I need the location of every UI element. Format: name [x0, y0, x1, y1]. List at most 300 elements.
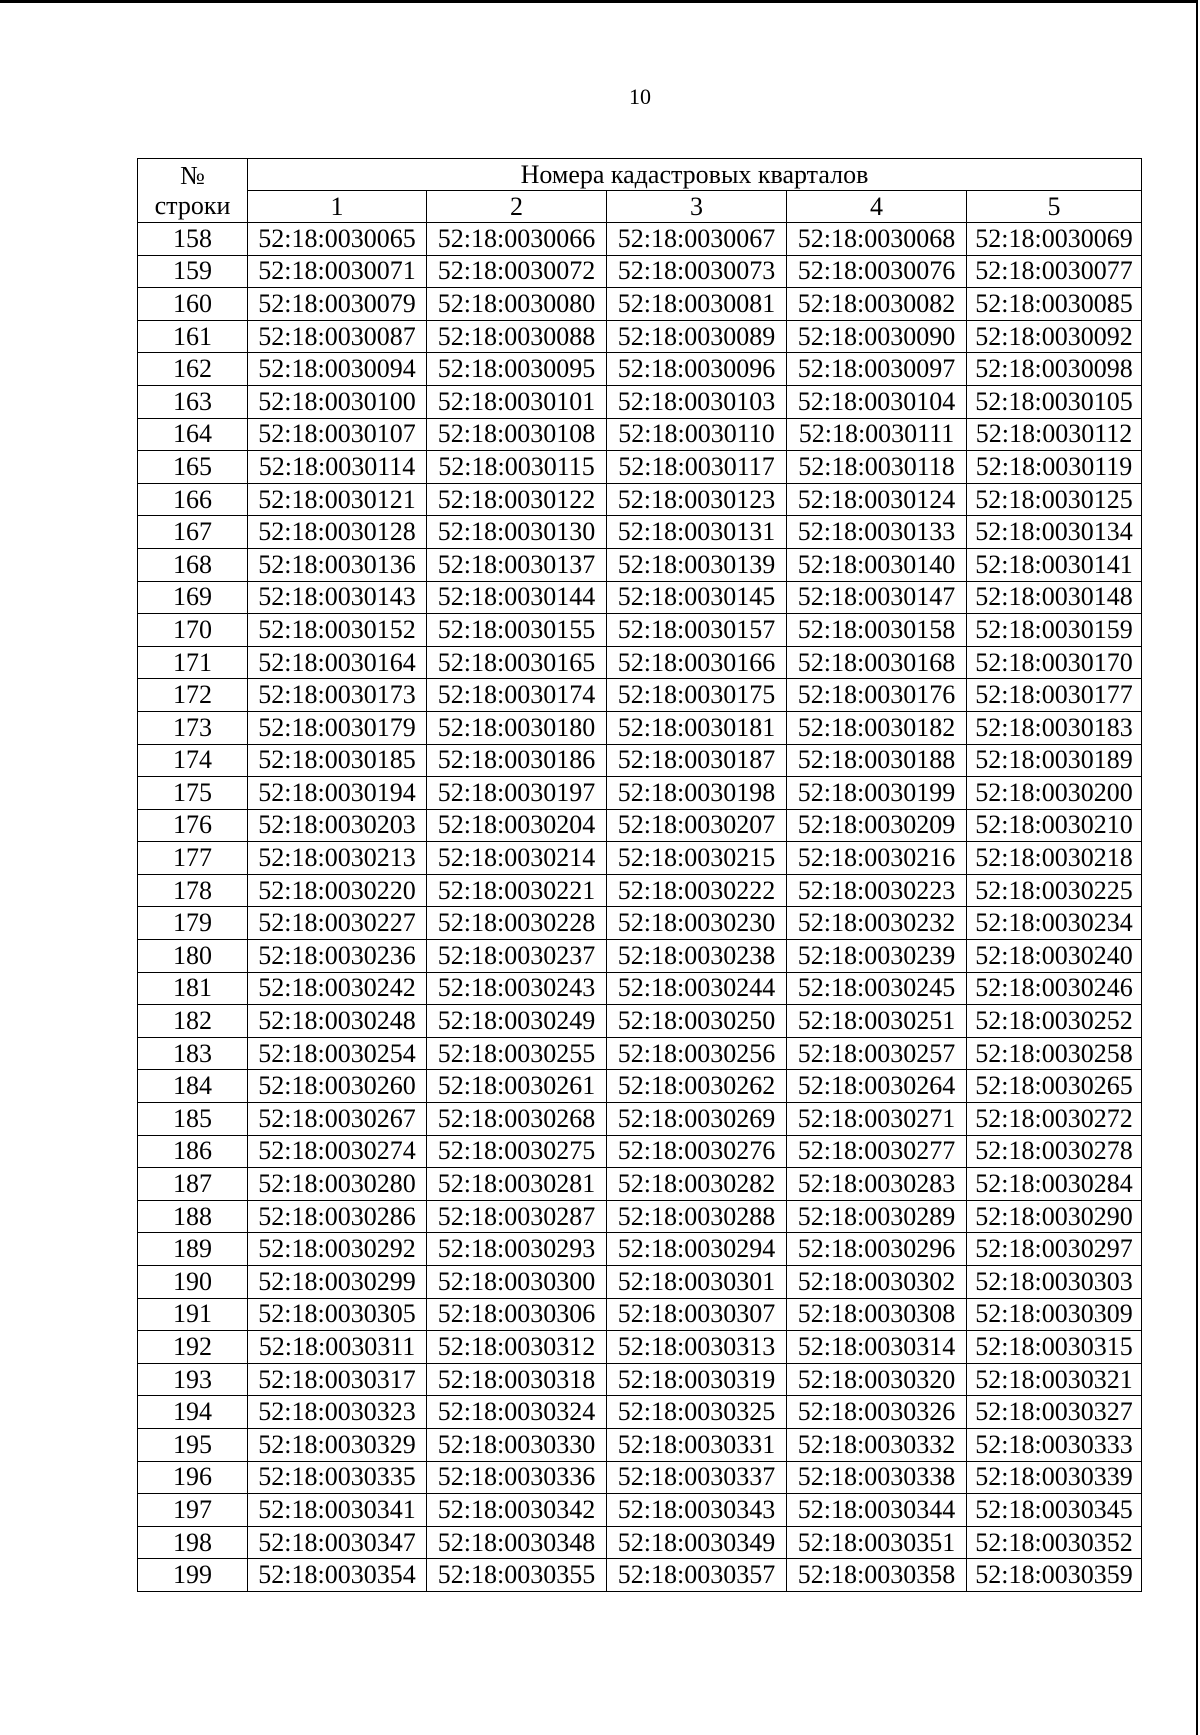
table-row — [138, 288, 1142, 321]
row-number-cell: 186 — [138, 1135, 248, 1168]
table-row — [138, 1363, 1142, 1396]
row-number-cell: 180 — [138, 940, 248, 973]
cadastral-number-cell: 52:18:0030337 — [607, 1461, 787, 1494]
cadastral-number-cell: 52:18:0030155 — [427, 614, 607, 647]
cadastral-number-cell: 52:18:0030296 — [787, 1233, 967, 1266]
cadastral-number-cell: 52:18:0030065 — [248, 223, 427, 256]
cadastral-number-cell: 52:18:0030080 — [427, 288, 607, 321]
table-row — [138, 1331, 1142, 1364]
cadastral-number-cell: 52:18:0030230 — [607, 907, 787, 940]
cadastral-number-cell: 52:18:0030147 — [787, 581, 967, 614]
cadastral-number-cell: 52:18:0030125 — [967, 483, 1142, 516]
cadastral-number-cell: 52:18:0030289 — [787, 1200, 967, 1233]
cadastral-number-cell: 52:18:0030240 — [967, 940, 1142, 973]
cadastral-number-cell: 52:18:0030249 — [427, 1005, 607, 1038]
table-row — [138, 385, 1142, 418]
table-row — [138, 907, 1142, 940]
cadastral-number-cell: 52:18:0030265 — [967, 1070, 1142, 1103]
cadastral-number-cell: 52:18:0030330 — [427, 1428, 607, 1461]
cadastral-number-cell: 52:18:0030234 — [967, 907, 1142, 940]
cadastral-number-cell: 52:18:0030145 — [607, 581, 787, 614]
cadastral-number-cell: 52:18:0030115 — [427, 451, 607, 484]
cadastral-number-cell: 52:18:0030284 — [967, 1168, 1142, 1201]
table-row — [138, 679, 1142, 712]
cadastral-number-cell: 52:18:0030305 — [248, 1298, 427, 1331]
cadastral-number-cell: 52:18:0030220 — [248, 874, 427, 907]
table-row — [138, 744, 1142, 777]
table-row — [138, 223, 1142, 256]
cadastral-number-cell: 52:18:0030244 — [607, 972, 787, 1005]
cadastral-number-cell: 52:18:0030214 — [427, 842, 607, 875]
row-number-cell: 158 — [138, 223, 248, 256]
row-number-cell: 175 — [138, 777, 248, 810]
cadastral-number-cell: 52:18:0030100 — [248, 385, 427, 418]
row-number-cell: 165 — [138, 451, 248, 484]
row-number-cell: 161 — [138, 320, 248, 353]
cadastral-number-cell: 52:18:0030311 — [248, 1331, 427, 1364]
column-number-header: 3 — [607, 191, 787, 223]
cadastral-number-cell: 52:18:0030320 — [787, 1363, 967, 1396]
cadastral-number-cell: 52:18:0030252 — [967, 1005, 1142, 1038]
cadastral-number-cell: 52:18:0030137 — [427, 548, 607, 581]
cadastral-number-cell: 52:18:0030198 — [607, 777, 787, 810]
row-number-cell: 173 — [138, 711, 248, 744]
row-number-cell: 195 — [138, 1428, 248, 1461]
cadastral-number-cell: 52:18:0030173 — [248, 679, 427, 712]
cadastral-number-cell: 52:18:0030269 — [607, 1103, 787, 1136]
cadastral-number-cell: 52:18:0030207 — [607, 809, 787, 842]
cadastral-number-cell: 52:18:0030223 — [787, 874, 967, 907]
cadastral-number-cell: 52:18:0030242 — [248, 972, 427, 1005]
cadastral-number-cell: 52:18:0030301 — [607, 1266, 787, 1299]
cadastral-number-cell: 52:18:0030179 — [248, 711, 427, 744]
cadastral-number-cell: 52:18:0030221 — [427, 874, 607, 907]
cadastral-number-cell: 52:18:0030277 — [787, 1135, 967, 1168]
table-row — [138, 1526, 1142, 1559]
cadastral-number-cell: 52:18:0030098 — [967, 353, 1142, 386]
cadastral-number-cell: 52:18:0030157 — [607, 614, 787, 647]
cadastral-number-cell: 52:18:0030294 — [607, 1233, 787, 1266]
cadastral-number-cell: 52:18:0030315 — [967, 1331, 1142, 1364]
table-row — [138, 940, 1142, 973]
cadastral-number-cell: 52:18:0030319 — [607, 1363, 787, 1396]
table-row — [138, 1396, 1142, 1429]
row-number-cell: 166 — [138, 483, 248, 516]
table-row — [138, 320, 1142, 353]
cadastral-number-cell: 52:18:0030345 — [967, 1494, 1142, 1527]
cadastral-number-cell: 52:18:0030342 — [427, 1494, 607, 1527]
cadastral-number-cell: 52:18:0030325 — [607, 1396, 787, 1429]
cadastral-number-cell: 52:18:0030248 — [248, 1005, 427, 1038]
cadastral-number-cell: 52:18:0030306 — [427, 1298, 607, 1331]
row-number-cell: 196 — [138, 1461, 248, 1494]
row-number-cell: 184 — [138, 1070, 248, 1103]
cadastral-number-cell: 52:18:0030108 — [427, 418, 607, 451]
row-number-cell: 194 — [138, 1396, 248, 1429]
row-number-cell: 185 — [138, 1103, 248, 1136]
table-row — [138, 1298, 1142, 1331]
cadastral-number-cell: 52:18:0030262 — [607, 1070, 787, 1103]
table-header — [138, 159, 1142, 223]
cadastral-number-cell: 52:18:0030300 — [427, 1266, 607, 1299]
cadastral-quarters-table — [137, 158, 1142, 1592]
cadastral-number-cell: 52:18:0030199 — [787, 777, 967, 810]
cadastral-number-cell: 52:18:0030103 — [607, 385, 787, 418]
cadastral-number-cell: 52:18:0030239 — [787, 940, 967, 973]
table-row — [138, 1559, 1142, 1592]
cadastral-number-cell: 52:18:0030216 — [787, 842, 967, 875]
cadastral-number-cell: 52:18:0030276 — [607, 1135, 787, 1168]
table-row — [138, 548, 1142, 581]
cadastral-number-cell: 52:18:0030250 — [607, 1005, 787, 1038]
cadastral-number-cell: 52:18:0030256 — [607, 1037, 787, 1070]
cadastral-number-cell: 52:18:0030124 — [787, 483, 967, 516]
table-row — [138, 1070, 1142, 1103]
cadastral-number-cell: 52:18:0030090 — [787, 320, 967, 353]
cadastral-number-cell: 52:18:0030218 — [967, 842, 1142, 875]
cadastral-number-cell: 52:18:0030274 — [248, 1135, 427, 1168]
cadastral-number-cell: 52:18:0030119 — [967, 451, 1142, 484]
cadastral-number-cell: 52:18:0030140 — [787, 548, 967, 581]
row-number-cell: 168 — [138, 548, 248, 581]
cadastral-number-cell: 52:18:0030318 — [427, 1363, 607, 1396]
table-row — [138, 1233, 1142, 1266]
cadastral-number-cell: 52:18:0030323 — [248, 1396, 427, 1429]
cadastral-number-cell: 52:18:0030165 — [427, 646, 607, 679]
cadastral-number-cell: 52:18:0030095 — [427, 353, 607, 386]
cadastral-number-cell: 52:18:0030166 — [607, 646, 787, 679]
cadastral-number-cell: 52:18:0030068 — [787, 223, 967, 256]
cadastral-number-cell: 52:18:0030121 — [248, 483, 427, 516]
cadastral-number-cell: 52:18:0030333 — [967, 1428, 1142, 1461]
cadastral-number-cell: 52:18:0030097 — [787, 353, 967, 386]
table-row — [138, 1168, 1142, 1201]
row-number-cell: 167 — [138, 516, 248, 549]
cadastral-number-cell: 52:18:0030188 — [787, 744, 967, 777]
row-number-cell: 182 — [138, 1005, 248, 1038]
table-row — [138, 842, 1142, 875]
table-row — [138, 1200, 1142, 1233]
cadastral-number-cell: 52:18:0030359 — [967, 1559, 1142, 1592]
cadastral-number-cell: 52:18:0030329 — [248, 1428, 427, 1461]
cadastral-number-cell: 52:18:0030134 — [967, 516, 1142, 549]
cadastral-number-cell: 52:18:0030181 — [607, 711, 787, 744]
table-row — [138, 581, 1142, 614]
row-number-cell: 162 — [138, 353, 248, 386]
row-number-cell: 189 — [138, 1233, 248, 1266]
row-number-cell: 178 — [138, 874, 248, 907]
page-border-right — [1196, 0, 1198, 1735]
cadastral-number-cell: 52:18:0030110 — [607, 418, 787, 451]
cadastral-number-cell: 52:18:0030268 — [427, 1103, 607, 1136]
cadastral-number-cell: 52:18:0030182 — [787, 711, 967, 744]
cadastral-number-cell: 52:18:0030114 — [248, 451, 427, 484]
cadastral-number-cell: 52:18:0030321 — [967, 1363, 1142, 1396]
table-row — [138, 1428, 1142, 1461]
cadastral-number-cell: 52:18:0030203 — [248, 809, 427, 842]
cadastral-number-cell: 52:18:0030286 — [248, 1200, 427, 1233]
cadastral-number-cell: 52:18:0030283 — [787, 1168, 967, 1201]
cadastral-number-cell: 52:18:0030313 — [607, 1331, 787, 1364]
cadastral-number-cell: 52:18:0030066 — [427, 223, 607, 256]
cadastral-number-cell: 52:18:0030164 — [248, 646, 427, 679]
cadastral-number-cell: 52:18:0030073 — [607, 255, 787, 288]
row-number-cell: 191 — [138, 1298, 248, 1331]
cadastral-number-cell: 52:18:0030251 — [787, 1005, 967, 1038]
cadastral-number-cell: 52:18:0030210 — [967, 809, 1142, 842]
cadastral-number-cell: 52:18:0030183 — [967, 711, 1142, 744]
row-number-cell: 187 — [138, 1168, 248, 1201]
cadastral-number-cell: 52:18:0030112 — [967, 418, 1142, 451]
cadastral-number-cell: 52:18:0030131 — [607, 516, 787, 549]
cadastral-number-cell: 52:18:0030236 — [248, 940, 427, 973]
cadastral-number-cell: 52:18:0030257 — [787, 1037, 967, 1070]
row-number-header-symbol: № — [180, 161, 205, 191]
cadastral-number-cell: 52:18:0030197 — [427, 777, 607, 810]
cadastral-number-cell: 52:18:0030159 — [967, 614, 1142, 647]
row-number-cell: 176 — [138, 809, 248, 842]
row-number-cell: 197 — [138, 1494, 248, 1527]
cadastral-number-cell: 52:18:0030243 — [427, 972, 607, 1005]
row-number-cell: 179 — [138, 907, 248, 940]
cadastral-number-cell: 52:18:0030355 — [427, 1559, 607, 1592]
cadastral-number-cell: 52:18:0030111 — [787, 418, 967, 451]
cadastral-number-cell: 52:18:0030336 — [427, 1461, 607, 1494]
table-row — [138, 1266, 1142, 1299]
cadastral-number-cell: 52:18:0030287 — [427, 1200, 607, 1233]
cadastral-number-cell: 52:18:0030107 — [248, 418, 427, 451]
cadastral-number-cell: 52:18:0030180 — [427, 711, 607, 744]
row-number-cell: 177 — [138, 842, 248, 875]
cadastral-number-cell: 52:18:0030209 — [787, 809, 967, 842]
cadastral-number-cell: 52:18:0030314 — [787, 1331, 967, 1364]
row-number-cell: 190 — [138, 1266, 248, 1299]
cadastral-number-cell: 52:18:0030087 — [248, 320, 427, 353]
cadastral-number-cell: 52:18:0030280 — [248, 1168, 427, 1201]
cadastral-number-cell: 52:18:0030348 — [427, 1526, 607, 1559]
row-number-cell: 192 — [138, 1331, 248, 1364]
cadastral-number-cell: 52:18:0030293 — [427, 1233, 607, 1266]
row-number-cell: 199 — [138, 1559, 248, 1592]
row-number-cell: 174 — [138, 744, 248, 777]
cadastral-number-cell: 52:18:0030309 — [967, 1298, 1142, 1331]
cadastral-number-cell: 52:18:0030133 — [787, 516, 967, 549]
table-row — [138, 483, 1142, 516]
cadastral-number-cell: 52:18:0030281 — [427, 1168, 607, 1201]
row-number-header-label: строки — [154, 190, 231, 220]
cadastral-number-cell: 52:18:0030213 — [248, 842, 427, 875]
cadastral-number-cell: 52:18:0030317 — [248, 1363, 427, 1396]
cadastral-number-cell: 52:18:0030335 — [248, 1461, 427, 1494]
cadastral-number-cell: 52:18:0030255 — [427, 1037, 607, 1070]
cadastral-number-cell: 52:18:0030332 — [787, 1428, 967, 1461]
cadastral-number-cell: 52:18:0030174 — [427, 679, 607, 712]
cadastral-number-cell: 52:18:0030082 — [787, 288, 967, 321]
table-row — [138, 451, 1142, 484]
cadastral-number-cell: 52:18:0030118 — [787, 451, 967, 484]
cadastral-number-cell: 52:18:0030139 — [607, 548, 787, 581]
cadastral-number-cell: 52:18:0030344 — [787, 1494, 967, 1527]
table-row — [138, 418, 1142, 451]
cadastral-number-cell: 52:18:0030338 — [787, 1461, 967, 1494]
cadastral-number-cell: 52:18:0030168 — [787, 646, 967, 679]
cadastral-number-cell: 52:18:0030128 — [248, 516, 427, 549]
table-row — [138, 516, 1142, 549]
cadastral-number-cell: 52:18:0030076 — [787, 255, 967, 288]
row-number-cell: 159 — [138, 255, 248, 288]
cadastral-number-cell: 52:18:0030357 — [607, 1559, 787, 1592]
cadastral-number-cell: 52:18:0030092 — [967, 320, 1142, 353]
cadastral-number-cell: 52:18:0030245 — [787, 972, 967, 1005]
cadastral-number-cell: 52:18:0030352 — [967, 1526, 1142, 1559]
cadastral-number-cell: 52:18:0030290 — [967, 1200, 1142, 1233]
row-number-cell: 169 — [138, 581, 248, 614]
cadastral-number-cell: 52:18:0030282 — [607, 1168, 787, 1201]
cadastral-number-cell: 52:18:0030072 — [427, 255, 607, 288]
cadastral-number-cell: 52:18:0030339 — [967, 1461, 1142, 1494]
cadastral-number-cell: 52:18:0030278 — [967, 1135, 1142, 1168]
cadastral-number-cell: 52:18:0030117 — [607, 451, 787, 484]
table-row — [138, 1037, 1142, 1070]
row-number-cell: 198 — [138, 1526, 248, 1559]
table-row — [138, 353, 1142, 386]
cadastral-number-cell: 52:18:0030292 — [248, 1233, 427, 1266]
cadastral-number-cell: 52:18:0030225 — [967, 874, 1142, 907]
cadastral-number-cell: 52:18:0030324 — [427, 1396, 607, 1429]
cadastral-number-cell: 52:18:0030141 — [967, 548, 1142, 581]
cadastral-number-cell: 52:18:0030327 — [967, 1396, 1142, 1429]
cadastral-number-cell: 52:18:0030215 — [607, 842, 787, 875]
cadastral-number-cell: 52:18:0030303 — [967, 1266, 1142, 1299]
table-row — [138, 1494, 1142, 1527]
row-number-cell: 164 — [138, 418, 248, 451]
cadastral-number-cell: 52:18:0030101 — [427, 385, 607, 418]
cadastral-number-cell: 52:18:0030130 — [427, 516, 607, 549]
header-row-top — [138, 159, 1142, 191]
cadastral-number-cell: 52:18:0030264 — [787, 1070, 967, 1103]
cadastral-number-cell: 52:18:0030326 — [787, 1396, 967, 1429]
cadastral-number-cell: 52:18:0030312 — [427, 1331, 607, 1364]
table-row — [138, 1461, 1142, 1494]
cadastral-number-cell: 52:18:0030122 — [427, 483, 607, 516]
cadastral-number-cell: 52:18:0030088 — [427, 320, 607, 353]
cadastral-number-cell: 52:18:0030204 — [427, 809, 607, 842]
cadastral-number-cell: 52:18:0030148 — [967, 581, 1142, 614]
cadastral-number-cell: 52:18:0030158 — [787, 614, 967, 647]
row-number-cell: 163 — [138, 385, 248, 418]
row-number-cell: 193 — [138, 1363, 248, 1396]
cadastral-number-cell: 52:18:0030307 — [607, 1298, 787, 1331]
row-number-cell: 183 — [138, 1037, 248, 1070]
cadastral-number-cell: 52:18:0030144 — [427, 581, 607, 614]
cadastral-number-cell: 52:18:0030302 — [787, 1266, 967, 1299]
cadastral-number-cell: 52:18:0030187 — [607, 744, 787, 777]
cadastral-number-cell: 52:18:0030177 — [967, 679, 1142, 712]
table-row — [138, 255, 1142, 288]
table-row — [138, 809, 1142, 842]
row-number-cell: 172 — [138, 679, 248, 712]
cadastral-numbers-header: Номера кадастровых кварталов — [248, 159, 1142, 191]
table-row — [138, 1005, 1142, 1038]
cadastral-number-cell: 52:18:0030079 — [248, 288, 427, 321]
cadastral-number-cell: 52:18:0030258 — [967, 1037, 1142, 1070]
row-number-cell: 188 — [138, 1200, 248, 1233]
cadastral-number-cell: 52:18:0030194 — [248, 777, 427, 810]
cadastral-number-cell: 52:18:0030260 — [248, 1070, 427, 1103]
cadastral-number-cell: 52:18:0030189 — [967, 744, 1142, 777]
cadastral-number-cell: 52:18:0030343 — [607, 1494, 787, 1527]
cadastral-number-cell: 52:18:0030089 — [607, 320, 787, 353]
cadastral-number-cell: 52:18:0030069 — [967, 223, 1142, 256]
table-row — [138, 646, 1142, 679]
cadastral-number-cell: 52:18:0030105 — [967, 385, 1142, 418]
cadastral-number-cell: 52:18:0030358 — [787, 1559, 967, 1592]
cadastral-number-cell: 52:18:0030222 — [607, 874, 787, 907]
cadastral-number-cell: 52:18:0030186 — [427, 744, 607, 777]
cadastral-number-cell: 52:18:0030228 — [427, 907, 607, 940]
cadastral-number-cell: 52:18:0030267 — [248, 1103, 427, 1136]
cadastral-number-cell: 52:18:0030123 — [607, 483, 787, 516]
row-number-header — [138, 159, 248, 223]
cadastral-number-cell: 52:18:0030185 — [248, 744, 427, 777]
cadastral-number-cell: 52:18:0030299 — [248, 1266, 427, 1299]
page-border-top — [0, 0, 1197, 3]
table-row — [138, 1103, 1142, 1136]
column-number-header: 1 — [248, 191, 427, 223]
cadastral-number-cell: 52:18:0030288 — [607, 1200, 787, 1233]
cadastral-number-cell: 52:18:0030297 — [967, 1233, 1142, 1266]
cadastral-number-cell: 52:18:0030096 — [607, 353, 787, 386]
cadastral-number-cell: 52:18:0030152 — [248, 614, 427, 647]
cadastral-number-cell: 52:18:0030237 — [427, 940, 607, 973]
cadastral-number-cell: 52:18:0030077 — [967, 255, 1142, 288]
row-number-cell: 170 — [138, 614, 248, 647]
column-number-header: 5 — [967, 191, 1142, 223]
cadastral-number-cell: 52:18:0030143 — [248, 581, 427, 614]
cadastral-number-cell: 52:18:0030254 — [248, 1037, 427, 1070]
table-row — [138, 1135, 1142, 1168]
cadastral-number-cell: 52:18:0030227 — [248, 907, 427, 940]
cadastral-number-cell: 52:18:0030347 — [248, 1526, 427, 1559]
column-number-header: 4 — [787, 191, 967, 223]
cadastral-number-cell: 52:18:0030341 — [248, 1494, 427, 1527]
cadastral-number-cell: 52:18:0030331 — [607, 1428, 787, 1461]
cadastral-number-cell: 52:18:0030275 — [427, 1135, 607, 1168]
cadastral-number-cell: 52:18:0030271 — [787, 1103, 967, 1136]
cadastral-number-cell: 52:18:0030175 — [607, 679, 787, 712]
table-row — [138, 972, 1142, 1005]
cadastral-number-cell: 52:18:0030094 — [248, 353, 427, 386]
cadastral-number-cell: 52:18:0030238 — [607, 940, 787, 973]
cadastral-number-cell: 52:18:0030067 — [607, 223, 787, 256]
table-row — [138, 614, 1142, 647]
row-number-cell: 160 — [138, 288, 248, 321]
cadastral-number-cell: 52:18:0030354 — [248, 1559, 427, 1592]
cadastral-number-cell: 52:18:0030170 — [967, 646, 1142, 679]
row-number-cell: 181 — [138, 972, 248, 1005]
cadastral-number-cell: 52:18:0030349 — [607, 1526, 787, 1559]
header-row-column-numbers — [138, 191, 1142, 223]
cadastral-number-cell: 52:18:0030104 — [787, 385, 967, 418]
cadastral-number-cell: 52:18:0030232 — [787, 907, 967, 940]
cadastral-number-cell: 52:18:0030071 — [248, 255, 427, 288]
cadastral-number-cell: 52:18:0030136 — [248, 548, 427, 581]
cadastral-number-cell: 52:18:0030261 — [427, 1070, 607, 1103]
cadastral-number-cell: 52:18:0030176 — [787, 679, 967, 712]
cadastral-number-cell: 52:18:0030246 — [967, 972, 1142, 1005]
column-number-header: 2 — [427, 191, 607, 223]
table-row — [138, 711, 1142, 744]
